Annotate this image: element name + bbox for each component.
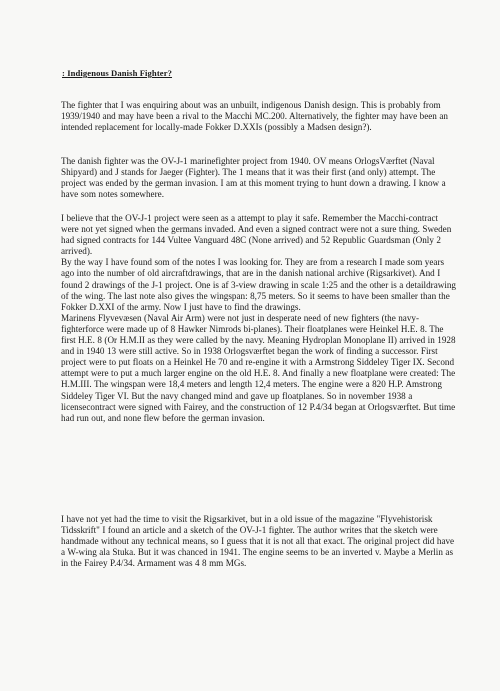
paragraph-ovj1 — [61, 156, 456, 200]
paragraph-text: The fighter that I was enquiring about was an unbuilt, indigenous Danish design. This is probably from 1939/1940 and may have been a rival to the Macchi MC.200. Alternatively, the fighter may have been an intended replacement for locally-made Fokker D.XXIs (possibly a Madsen design?). — [61, 100, 448, 133]
paragraph-text: I have not yet had the time to visit the Rigsarkivet, but in a old issue of the magazine "Flyvehistorisk Tidsskrift" I found an article and a sketch of the OV-J-1 fighter. The author writes that the sketch were handmade without any technical means, so I guess that it is not all that exact. The original project did have a W-wing ala Stuka. But it was chanced in 1941. The engine seems to be an inverted v. Maybe a Merlin as in the Fairey P.4/34. Armament was 4 8 mm MGs. — [61, 514, 455, 569]
document-heading: : Indigenous Danish Fighter? — [62, 68, 173, 78]
paragraph-text: I believe that the OV-J-1 project were seen as a attempt to play it safe. Remember the Macchi-contract were not yet signed when the germans invaded. And even a signed contract were not a sure thing. Sweden had signed contracts for 144 Vultee Vanguard 48C (None arrived) and 52 Republic Guardsman (Only 2 arrived). By the way I have found som of the notes I was looking for. They are from a research I made som years ago into the number of old aircraftdrawings, that are in the danish national archive (Rigsarkivet). And I found 2 drawings of the J-1 project. One is af 3-view drawing in scale 1:25 and the other is a detaildrawing of the wing. The last note also gives the wingspan: 8,75 meters. So it seems to have been smaller than the Fokker D.XXI of the army. Now I just have to find the drawings. Marinens Flyvevæsen (Naval Air Arm) were not just in desperate need of new fighters (the navy-fighterforce were made up of 8 Hawker Nimrods bi-planes). Their floatplanes were Heinkel H.E. 8. The first H.E. 8 (Or H.M.II as they were called by the navy. Meaning Hydroplan Monoplane II) arrived in 1928 and in 1940 13 were still active. So in 1938 Orlogsværftet began the work of finding a successor. First project were to put floats on a Heinkel He 70 and re-engine it with a Armstrong Siddeley Tiger IX. Second attempt were to put a much larger engine on the old H.E. 8. And finally a new floatplane were created: The H.M.III. The wingspan were 18,4 meters and length 12,4 meters. The engine were a 820 H.P. Amstrong Siddeley Tiger VI. But the navy changed mind and gave up floatplanes. So in november 1938 a licensecontract were signed with Fairey, and the construction of 12 P.4/34 began at Orlogsværftet. But time had run out, and none flew before the german invasion. — [61, 213, 456, 423]
paragraph-intro — [61, 100, 456, 133]
paragraph-rigsarkivet — [61, 514, 456, 569]
paragraph-research — [61, 213, 456, 424]
paragraph-text: The danish fighter was the OV-J-1 marinefighter project from 1940. OV means OrlogsVærftet (Naval Shipyard) and J stands for Jaeger (Fighter). The 1 means that it was their first (and only) attempt. The project was ended by the german invasion. I am at this moment trying to hunt down a drawing. I know a have som notes somewhere. — [61, 156, 446, 200]
